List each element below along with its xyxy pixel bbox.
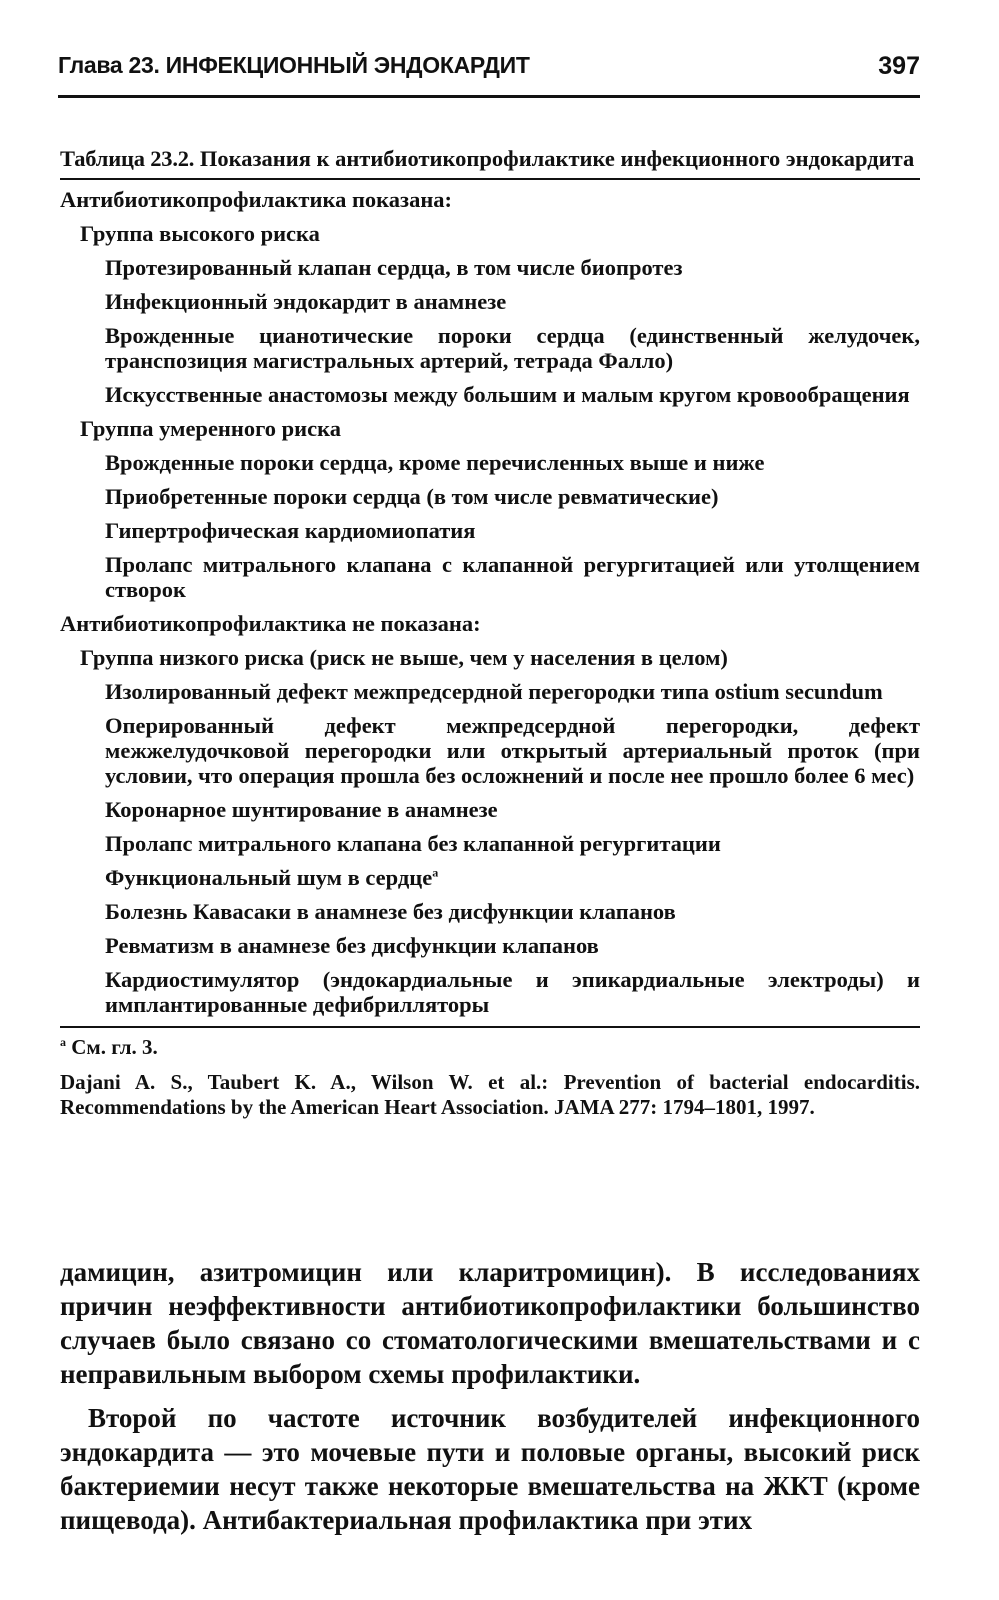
table-row-item <box>60 289 920 314</box>
table-group-heading <box>60 221 920 246</box>
table-caption-label: Таблица 23.2. <box>60 146 195 171</box>
table-row-text: Функциональный шум в сердце <box>105 865 433 890</box>
table-footnote <box>60 1035 920 1060</box>
table-row-item <box>60 552 920 602</box>
table-row-text: Изолированный дефект межпредсердной перегородки типа ostium secundum <box>105 679 883 704</box>
table-row-text: Искусственные анастомозы между большим и малым кругом кровообращения <box>105 382 910 407</box>
table-row-item <box>60 484 920 509</box>
table-row-text: Оперированный дефект межпредсердной перегородки, дефект межжелудочковой перегородки или открытый артериальный проток (при условии, что операция прошла без осложнений и после нее прошло более 6 мес) <box>105 713 920 788</box>
table-row-item <box>60 967 920 1017</box>
table-row-item <box>60 382 920 407</box>
body-paragraph: Второй по частоте источник возбудителей инфекционного эндокардита — это мочевые пути и половые органы, высокий риск бактериемии несут также некоторые вмешательства на ЖКТ (кроме пищевода). Антибактериальная профилактика при этих <box>60 1403 920 1535</box>
table-row-text: Гипертрофическая кардиомиопатия <box>105 518 476 543</box>
table-row-text: Пролапс митрального клапана с клапанной регургитацией или утолщением створок <box>105 552 920 602</box>
table-row-item <box>60 450 920 475</box>
table-row-text: Антибиотикопрофилактика не показана: <box>60 611 481 636</box>
table-group-heading <box>60 416 920 441</box>
table-rows <box>60 180 920 1017</box>
chapter-title: Глава 23. ИНФЕКЦИОННЫЙ ЭНДОКАРДИТ <box>58 52 530 78</box>
table-row-text: Болезнь Кавасаки в анамнезе без дисфункции клапанов <box>105 899 676 924</box>
body-text <box>60 1255 920 1547</box>
table-row-item <box>60 933 920 958</box>
indications-table <box>60 146 920 1120</box>
table-row-text: Кардиостимулятор (эндокардиальные и эпикардиальные электроды) и имплантированные дефибрилляторы <box>105 967 920 1017</box>
running-head <box>58 52 920 79</box>
table-row-item <box>60 797 920 822</box>
table-row-text: Приобретенные пороки сердца (в том числе ревматические) <box>105 484 719 509</box>
table-source-reference: Dajani A. S., Taubert K. A., Wilson W. et al.: Prevention of bacterial endocarditis. Recommendations by the American Heart Association. JAMA 277: 1794–1801, 1997. <box>60 1070 920 1119</box>
table-row-item <box>60 899 920 924</box>
table-row-text: Антибиотикопрофилактика показана: <box>60 187 453 212</box>
table-row-item <box>60 518 920 543</box>
table-row-item <box>60 831 920 856</box>
table-row-text: Группа умеренного риска <box>80 416 341 441</box>
table-row-text: Инфекционный эндокардит в анамнезе <box>105 289 507 314</box>
footnote-ref-marker: a <box>432 865 439 880</box>
table-row-text: Пролапс митрального клапана без клапанной регургитации <box>105 831 721 856</box>
table-row-text: Группа высокого риска <box>80 221 320 246</box>
table-row-item <box>60 865 920 890</box>
table-caption <box>60 146 920 171</box>
table-row-text: Врожденные цианотические пороки сердца (единственный желудочек, транспозиция магистральных артерий, тетрада Фалло) <box>105 323 920 373</box>
table-notes <box>60 1028 920 1120</box>
table-row-item <box>60 713 920 788</box>
footnote-marker: a <box>60 1035 66 1049</box>
page-number: 397 <box>878 52 920 80</box>
table-caption-text: Показания к антибиотикопрофилактике инфекционного эндокардита <box>199 146 915 171</box>
table-row-text: Протезированный клапан сердца, в том числе биопротез <box>105 255 683 280</box>
header-rule <box>58 95 920 98</box>
table-row-text: Ревматизм в анамнезе без дисфункции клапанов <box>105 933 599 958</box>
table-row-text: Коронарное шунтирование в анамнезе <box>105 797 498 822</box>
table-section-heading <box>60 611 920 636</box>
table-row-text: Врожденные пороки сердца, кроме перечисленных выше и ниже <box>105 450 765 475</box>
table-row-text: Группа низкого риска (риск не выше, чем у населения в целом) <box>80 645 728 670</box>
footnote-text: См. гл. 3. <box>66 1035 158 1059</box>
table-row-item <box>60 323 920 373</box>
table-section-heading <box>60 187 920 212</box>
table-group-heading <box>60 645 920 670</box>
table-row-item <box>60 255 920 280</box>
table-row-item <box>60 679 920 704</box>
body-paragraph: дамицин, азитромицин или кларитромицин). В исследованиях причин неэффективности антибиотикопрофилактики большинство случаев было связано со стоматологическими вмешательствами и с неправильным выбором схемы профилактики. <box>60 1257 920 1389</box>
